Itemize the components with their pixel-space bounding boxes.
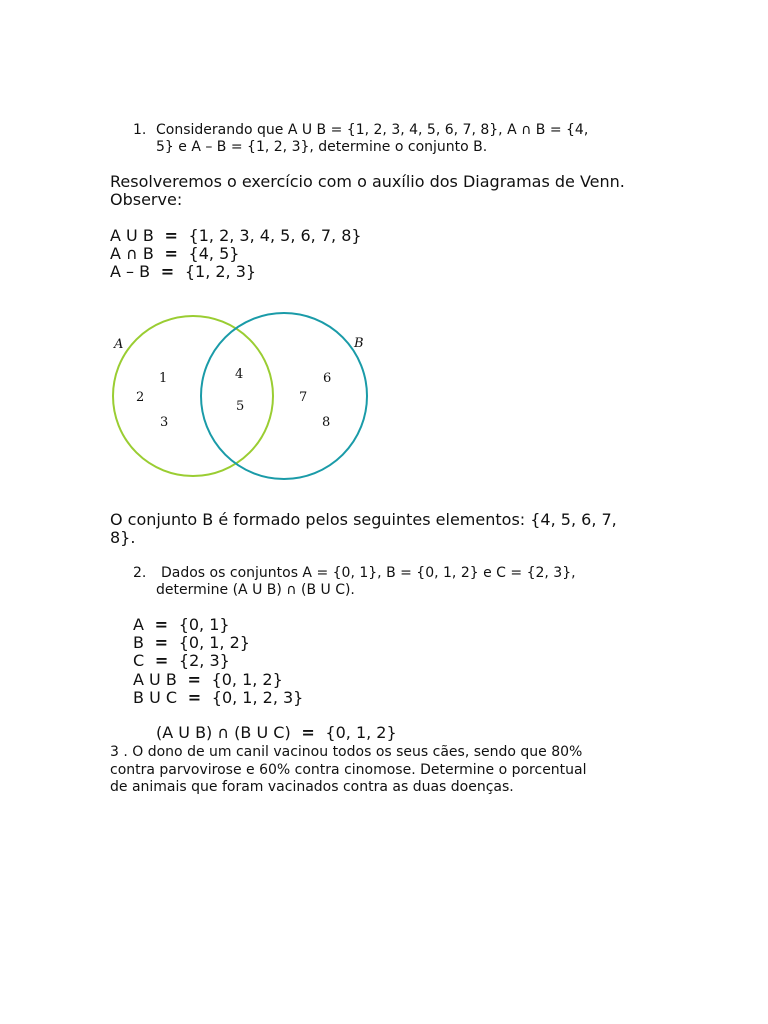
- given2-lhs: B U C: [133, 688, 178, 707]
- given2-rhs: {0, 1, 2, 3}: [211, 688, 304, 707]
- given2-eq: =: [149, 615, 174, 634]
- q3-text-line2: contra parvovirose e 60% contra cinomose. Determine o porcentual: [110, 762, 587, 778]
- venn-element: 3: [160, 415, 169, 430]
- venn-element: 6: [323, 371, 332, 386]
- q2-text-line1: Dados os conjuntos A = {0, 1}, B = {0, 1, 2} e C = {2, 3},: [161, 565, 576, 581]
- venn-element: 4: [235, 367, 244, 382]
- given2-row: [133, 652, 230, 670]
- result2-eq: =: [295, 723, 321, 742]
- intro-line2: Observe:: [110, 190, 183, 209]
- venn-element: 1: [159, 371, 168, 386]
- q2-text-line2: determine (A U B) ∩ (B U C).: [156, 582, 355, 598]
- given2-rhs: {0, 1}: [178, 615, 230, 634]
- given1-row: [110, 263, 256, 281]
- given2-rhs: {2, 3}: [178, 651, 230, 670]
- result2-lhs: (A U B) ∩ (B U C): [156, 723, 291, 742]
- q1-text-line2: 5} e A – B = {1, 2, 3}, determine o conjunto B.: [156, 139, 488, 155]
- given1-lhs: A ∩ B: [110, 244, 154, 263]
- venn-element: 8: [322, 415, 331, 430]
- intro-line1: Resolveremos o exercício com o auxílio dos Diagramas de Venn.: [110, 172, 625, 191]
- result2-row: [156, 724, 397, 742]
- venn-label-b: B: [354, 336, 364, 351]
- given2-row: [133, 671, 283, 689]
- q3-text-line3: de animais que foram vacinados contra as duas doenças.: [110, 779, 514, 795]
- given2-lhs: B: [133, 633, 144, 652]
- venn-circle-b: [201, 313, 367, 479]
- given1-lhs: A – B: [110, 262, 151, 281]
- given2-eq: =: [149, 633, 174, 652]
- venn-diagram: [100, 310, 380, 485]
- given2-lhs: C: [133, 651, 145, 670]
- result2-rhs: {0, 1, 2}: [325, 723, 397, 742]
- given2-rhs: {0, 1, 2}: [178, 633, 250, 652]
- answer1-line1: O conjunto B é formado pelos seguintes elementos: {4, 5, 6, 7,: [110, 510, 617, 529]
- venn-element: 5: [236, 399, 245, 414]
- given2-rhs: {0, 1, 2}: [211, 670, 283, 689]
- venn-label-a: A: [114, 337, 124, 352]
- given2-row: [133, 689, 303, 707]
- answer1-line2: 8}.: [110, 528, 136, 547]
- q1-text-line1: Considerando que A U B = {1, 2, 3, 4, 5, 6, 7, 8}, A ∩ B = {4,: [156, 122, 589, 138]
- given2-lhs: A: [133, 615, 144, 634]
- venn-element: 7: [299, 390, 308, 405]
- given2-eq: =: [181, 670, 207, 689]
- given2-row: [133, 634, 250, 652]
- given1-row: [110, 245, 239, 263]
- given2-eq: =: [182, 688, 207, 707]
- given2-row: [133, 616, 230, 634]
- venn-element: 2: [136, 390, 145, 405]
- given2-lhs: A U B: [133, 670, 177, 689]
- given1-rhs: {1, 2, 3}: [184, 262, 257, 281]
- given2-eq: =: [149, 651, 174, 670]
- given1-rhs: {1, 2, 3, 4, 5, 6, 7, 8}: [188, 226, 362, 245]
- given1-eq: =: [158, 226, 184, 245]
- q3-text-line1: 3 . O dono de um canil vacinou todos os seus cães, sendo que 80%: [110, 744, 583, 760]
- q1-number: 1.: [133, 122, 147, 138]
- given1-lhs: A U B: [110, 226, 154, 245]
- given1-eq: =: [158, 244, 184, 263]
- given1-eq: =: [155, 262, 180, 281]
- given1-row: [110, 227, 362, 245]
- q2-number: 2.: [133, 565, 147, 581]
- given1-rhs: {4, 5}: [188, 244, 240, 263]
